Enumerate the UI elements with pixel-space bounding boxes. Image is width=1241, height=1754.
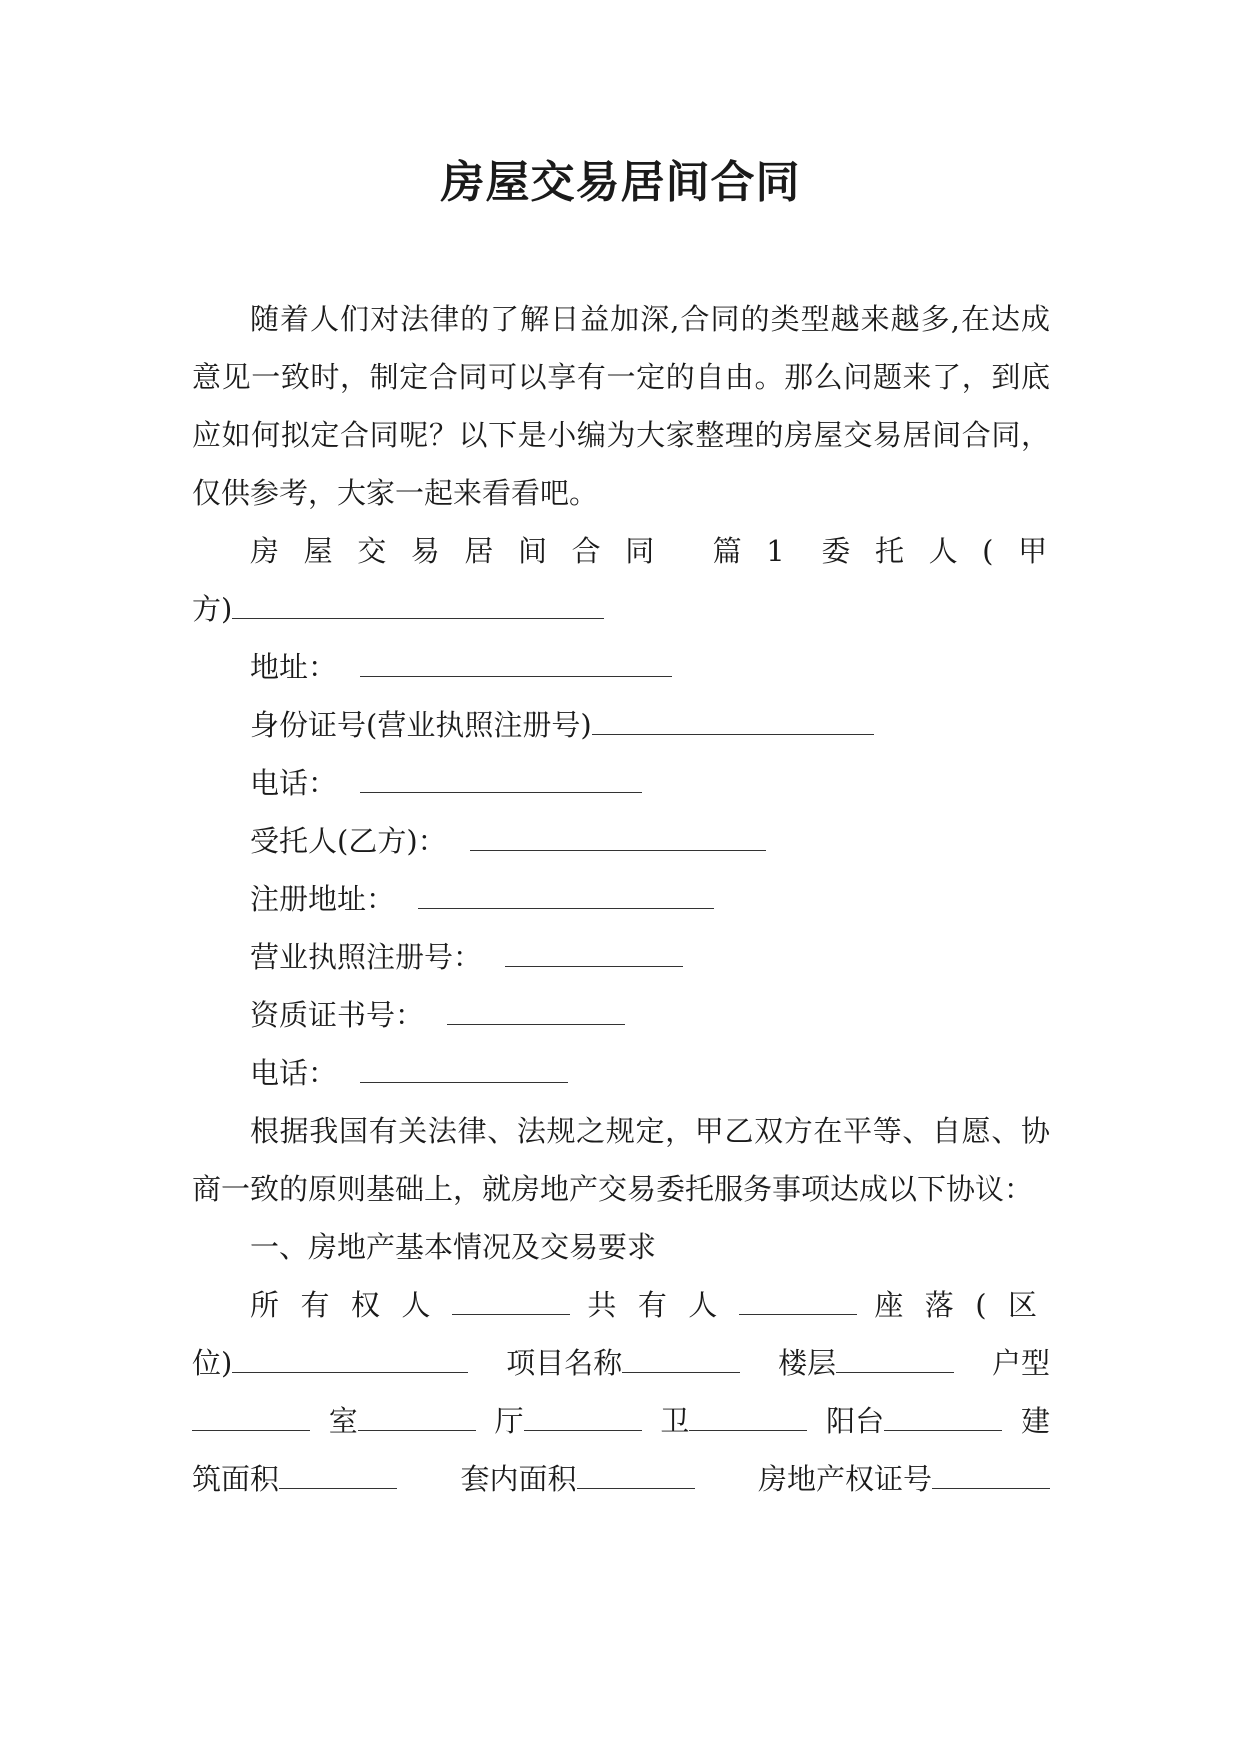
phone-a-label: 电话： (250, 766, 338, 800)
contract-heading-line (192, 522, 1050, 580)
id-number-blank[interactable] (592, 709, 874, 735)
document-body (192, 290, 1050, 1508)
address-label: 地址： (250, 650, 338, 684)
owner-blank[interactable] (452, 1289, 570, 1315)
build-area-blank[interactable] (279, 1463, 397, 1489)
bath-blank[interactable] (689, 1405, 807, 1431)
property-block (192, 1276, 1050, 1508)
room-blank[interactable] (358, 1405, 476, 1431)
contract-heading-text: 房屋交易居间合同 篇1 委托人(甲 (250, 534, 1050, 568)
project-name-blank[interactable] (622, 1347, 740, 1373)
id-number-label: 身份证号(营业执照注册号) (250, 708, 592, 742)
balcony-blank[interactable] (884, 1405, 1002, 1431)
hall-blank[interactable] (524, 1405, 642, 1431)
document-title: 房屋交易居间合同 (440, 157, 801, 208)
location-label: 座落(区 (874, 1288, 1050, 1322)
phone-a-blank[interactable] (360, 767, 642, 793)
build-start-label: 建 (1020, 1404, 1050, 1438)
phone-b-blank[interactable] (360, 1057, 568, 1083)
location-end-label: 位) (192, 1346, 233, 1380)
cert-number-label: 房地产权证号 (757, 1462, 932, 1496)
property-line-2 (192, 1334, 1050, 1392)
intro-paragraph: 随着人们对法律的了解日益加深,合同的类型越来越多,在达成意见一致时，制定合同可以享有一定的自由。那么问题来了，到底应如何拟定合同呢？以下是小编为大家整理的房屋交易居间合同，仅供参考，大家一起来看看吧。 (192, 302, 1050, 510)
cert-line (192, 986, 1050, 1044)
party-b-line (192, 812, 1050, 870)
cert-number-blank[interactable] (932, 1463, 1050, 1489)
inner-area-blank[interactable] (577, 1463, 695, 1489)
cert-label: 资质证书号： (250, 998, 425, 1032)
hall-label: 厅 (494, 1404, 524, 1438)
phone-b-line (192, 1044, 1050, 1102)
property-line-1 (192, 1276, 1050, 1334)
party-a-blank[interactable] (232, 593, 604, 619)
owner-label: 所有权人 (250, 1288, 452, 1322)
reg-address-label: 注册地址： (250, 882, 396, 916)
license-blank[interactable] (505, 941, 683, 967)
layout-label: 户型 (991, 1346, 1050, 1380)
party-b-blank[interactable] (470, 825, 766, 851)
address-line (192, 638, 1050, 696)
co-owner-label: 共有人 (587, 1288, 739, 1322)
license-label: 营业执照注册号： (250, 940, 483, 974)
location-blank[interactable] (232, 1347, 468, 1373)
cert-blank[interactable] (447, 999, 625, 1025)
co-owner-blank[interactable] (739, 1289, 857, 1315)
section1-heading: 一、房地产基本情况及交易要求 (250, 1230, 657, 1264)
inner-area-label: 套内面积 (460, 1462, 577, 1496)
party-a-label: 方) (192, 592, 233, 626)
contract-heading-block (192, 522, 1050, 638)
property-line-4 (192, 1450, 1050, 1508)
reg-address-blank[interactable] (418, 883, 714, 909)
property-line-3 (192, 1392, 1050, 1450)
address-blank[interactable] (360, 651, 672, 677)
layout-blank[interactable] (192, 1405, 310, 1431)
phone-b-label: 电话： (250, 1056, 338, 1090)
id-number-line (192, 696, 1050, 754)
floor-blank[interactable] (836, 1347, 954, 1373)
project-name-label: 项目名称 (506, 1346, 623, 1380)
reg-address-line (192, 870, 1050, 928)
license-line (192, 928, 1050, 986)
phone-a-line (192, 754, 1050, 812)
party-b-label: 受托人(乙方)： (250, 824, 447, 858)
balcony-label: 阳台 (826, 1404, 885, 1438)
build-area-label: 筑面积 (192, 1462, 280, 1496)
floor-label: 楼层 (778, 1346, 837, 1380)
bath-label: 卫 (660, 1404, 690, 1438)
agreement-paragraph: 根据我国有关法律、法规之规定，甲乙双方在平等、自愿、协商一致的原则基础上，就房地产交易委托服务事项达成以下协议： (192, 1114, 1050, 1206)
party-a-line (192, 580, 1050, 638)
room-label: 室 (328, 1404, 358, 1438)
